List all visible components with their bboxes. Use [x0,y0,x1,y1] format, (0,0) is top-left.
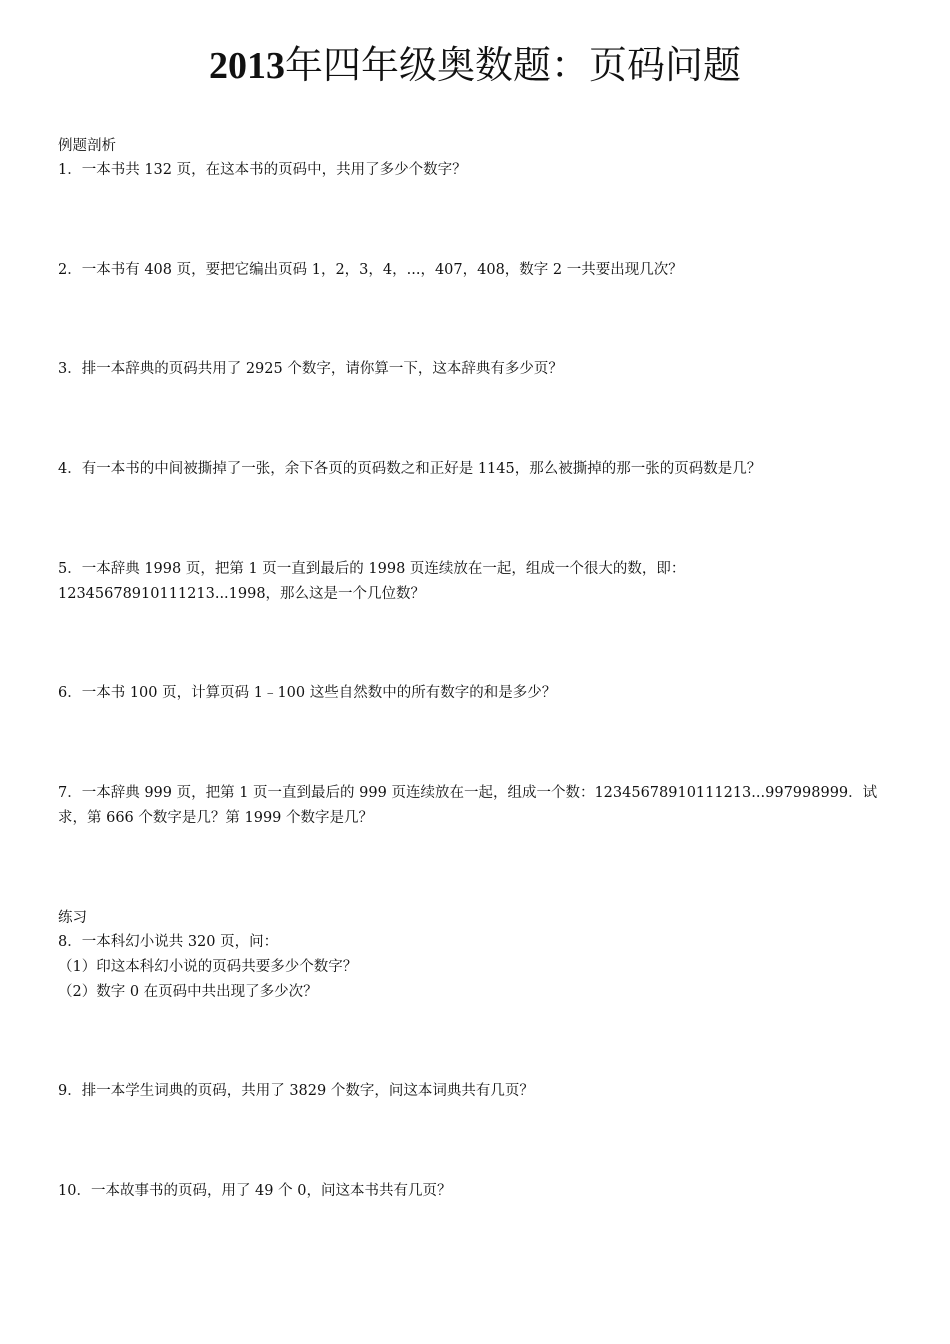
problem-7-line-1: 7．一本辞典 999 页，把第 1 页一直到最后的 999 页连续放在一起，组成一个数：12345678910111213...997998999．试 [58,785,878,801]
title-text: 年四年级奥数题：页码问题 [284,43,741,87]
problem-5-line-2: 12345678910111213...1998，那么这是一个几位数？ [58,586,426,602]
problem-9: 9．排一本学生词典的页码，共用了 3829 个数字，问这本词典共有几页？ [58,1083,534,1099]
problem-8-part-2: （2）数字 0 在页码中共出现了多少次？ [58,984,318,1000]
section-heading-practice: 练习 [58,910,87,926]
problem-4: 4．有一本书的中间被撕掉了一张，余下各页的页码数之和正好是 1145，那么被撕掉的那一张的页码数是几？ [58,461,762,477]
problem-8-part-1: （1）印这本科幻小说的页码共要多少个数字？ [58,959,358,975]
problem-6: 6．一本书 100 页，计算页码 1﹣100 这些自然数中的所有数字的和是多少？ [58,685,557,701]
problem-10: 10．一本故事书的页码，用了 49 个 0，问这本书共有几页？ [58,1183,452,1199]
problem-5-line-1: 5．一本辞典 1998 页，把第 1 页一直到最后的 1998 页连续放在一起，组成一个很大的数，即： [58,561,686,577]
problem-2: 2．一本书有 408 页，要把它编出页码 1，2，3，4，...，407，408，数字 2 一共要出现几次？ [58,262,683,278]
title-year: 2013 [208,45,285,87]
page-title [0,40,950,91]
problem-1: 1．一本书共 132 页，在这本书的页码中，共用了多少个数字？ [58,162,467,178]
section-heading-examples: 例题剖析 [58,138,116,154]
problem-3: 3．排一本辞典的页码共用了 2925 个数字，请你算一下，这本辞典有多少页？ [58,361,563,377]
problem-7-line-2: 求，第 666 个数字是几？第 1999 个数字是几？ [58,810,374,826]
problem-8: 8．一本科幻小说共 320 页，问： [58,934,279,950]
